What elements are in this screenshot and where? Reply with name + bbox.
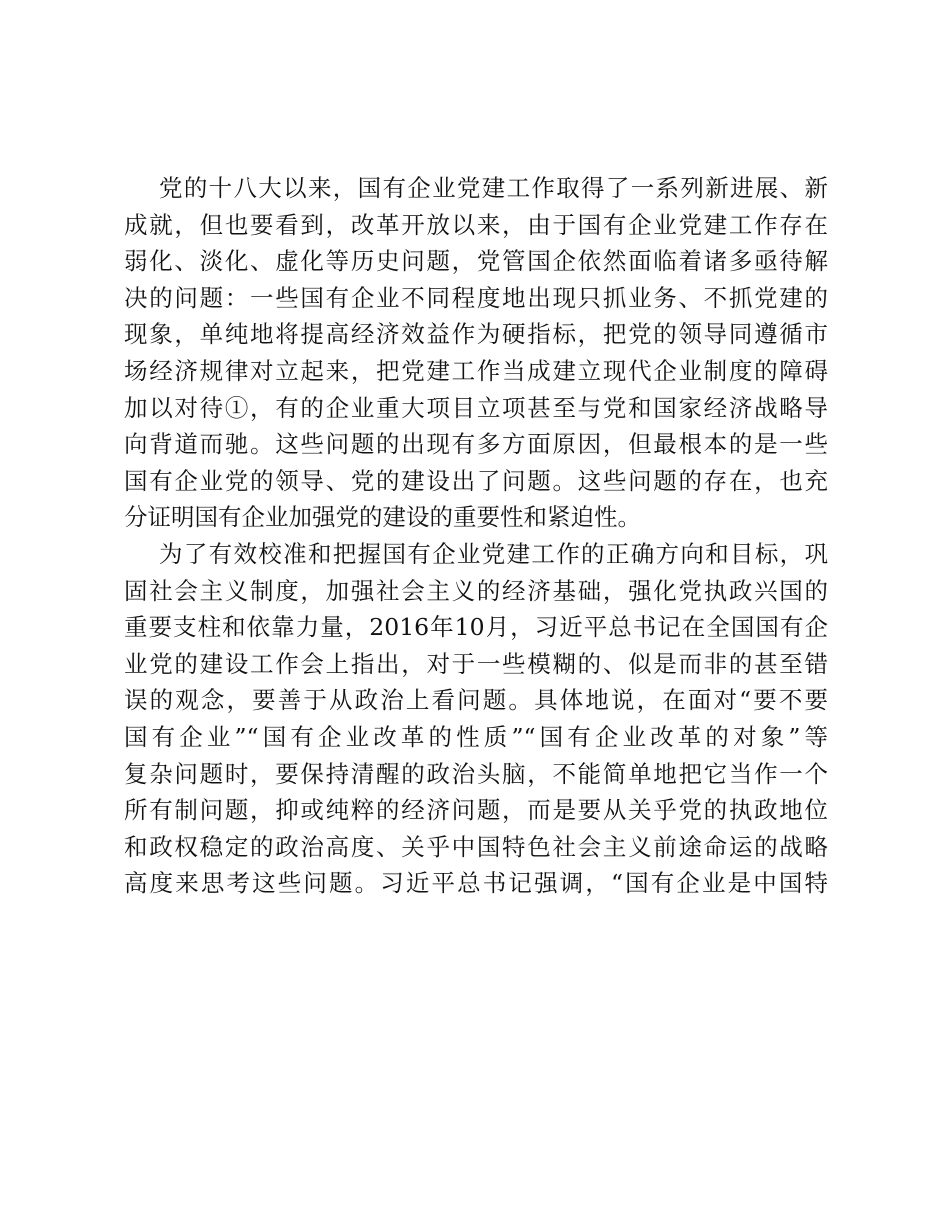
text-line: 加以对待①，有的企业重大项目立项甚至与党和国家经济战略导 [124,393,828,422]
text-line: 决的问题：一些国有企业不同程度地出现只抓业务、不抓党建的 [124,283,828,312]
document-body [124,170,828,902]
text-line: 固社会主义制度，加强社会主义的经济基础，强化党执政兴国的 [124,576,828,605]
text-line: 误的观念，要善于从政治上看问题。具体地说，在面对“要不要 [124,686,828,715]
text-line: 业党的建设工作会上指出，对于一些模糊的、似是而非的甚至错 [124,649,828,678]
paragraph-2 [124,536,828,902]
text-line: 为了有效校准和把握国有企业党建工作的正确方向和目标，巩 [159,539,828,568]
text-line: 现象，单纯地将提高经济效益作为硬指标，把党的领导同遵循市 [124,320,828,349]
paragraph-1 [124,170,828,536]
text-line: 所有制问题，抑或纯粹的经济问题，而是要从关乎党的执政地位 [124,796,828,825]
text-line: 国有企业”“国有企业改革的性质”“国有企业改革的对象”等 [124,722,828,751]
text-line: 高度来思考这些问题。习近平总书记强调，“国有企业是中国特 [124,869,828,898]
text-line: 国有企业党的领导、党的建设出了问题。这些问题的存在，也充 [124,466,828,495]
text-line: 弱化、淡化、虚化等历史问题，党管国企依然面临着诸多亟待解 [124,247,828,276]
text-line: 党的十八大以来，国有企业党建工作取得了一系列新进展、新 [159,174,828,202]
text-line: 成就，但也要看到，改革开放以来，由于国有企业党建工作存在 [124,210,828,239]
text-line: 向背道而驰。这些问题的出现有多方面原因，但最根本的是一些 [124,430,828,459]
text-line: 和政权稳定的政治高度、关乎中国特色社会主义前途命运的战略 [124,832,828,861]
text-line: 重要支柱和依靠力量，2016年10月，习近平总书记在全国国有企 [124,613,828,642]
text-line: 分证明国有企业加强党的建设的重要性和紧迫性。 [124,503,641,532]
text-line: 复杂问题时，要保持清醒的政治头脑，不能简单地把它当作一个 [124,759,828,788]
text-line: 场经济规律对立起来，把党建工作当成建立现代企业制度的障碍 [124,356,828,385]
